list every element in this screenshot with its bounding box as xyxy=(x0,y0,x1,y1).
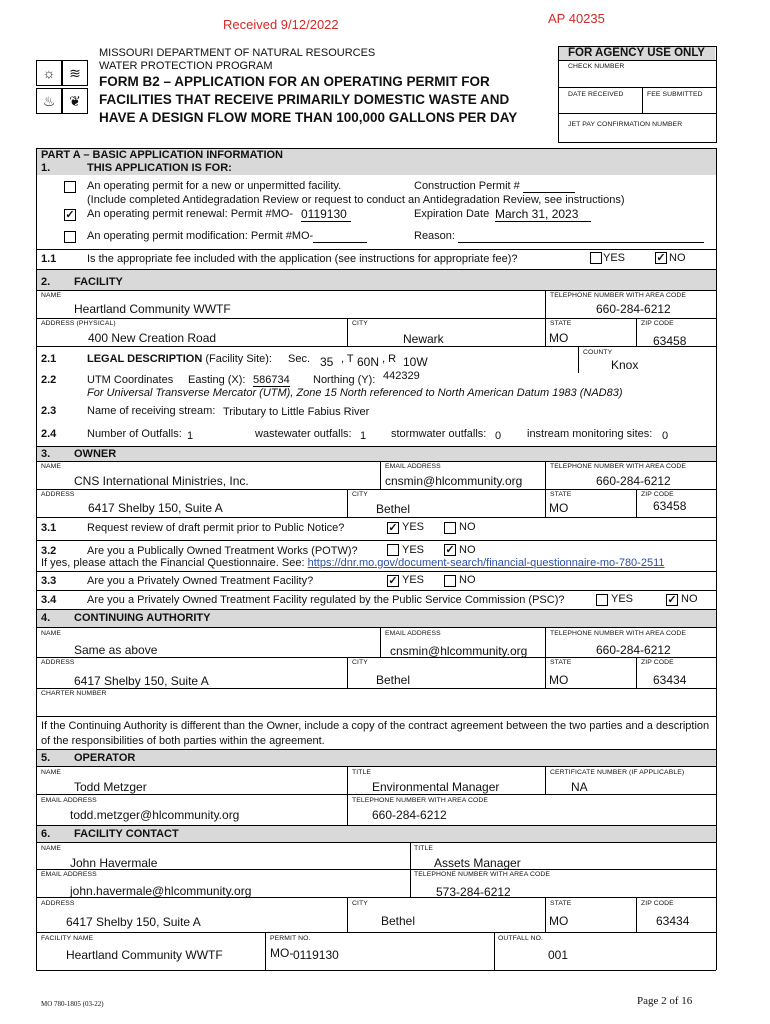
q3-4-text: Are you a Privately Owned Treatment Facility regulated by the Public Service Commission (PSC)? xyxy=(87,594,565,606)
program-name: WATER PROTECTION PROGRAM xyxy=(99,60,273,72)
q2-1-number: 2.1 xyxy=(41,353,57,365)
facility-address-label: ADDRESS (PHYSICAL) xyxy=(41,320,116,327)
owner-name-label: NAME xyxy=(41,463,62,470)
q3-2-text: Are you a Publically Owned Treatment Works (POTW)? xyxy=(87,545,358,557)
facility-header-bar xyxy=(36,270,716,290)
permit-number-label: PERMIT NO. xyxy=(270,935,311,942)
fee-yes-checkbox[interactable] xyxy=(590,252,602,264)
operator-cert-value[interactable]: NA xyxy=(571,780,588,794)
received-stamp: Received 9/12/2022 xyxy=(223,17,339,32)
q1-1-text: Is the appropriate fee included with the application (see instructions for appropriate fee)? xyxy=(87,253,518,265)
jet-pay-label: JET PAY CONFIRMATION NUMBER xyxy=(568,121,683,128)
ca-name-label: NAME xyxy=(41,630,62,637)
bottom-permit-value[interactable]: 0119130 xyxy=(293,948,339,962)
financial-questionnaire-note: If yes, please attach the Financial Questionnaire. See: https://dnr.mo.gov/document-search/financial-questionnaire-mo-780-2511 xyxy=(41,557,665,569)
facility-city-label: CITY xyxy=(352,320,368,327)
outfalls-label: Number of Outfalls: xyxy=(87,428,182,440)
operator-number: 5. xyxy=(41,752,51,764)
owner-zip-label: ZIP CODE xyxy=(641,491,674,498)
owner-phone-value[interactable]: 660-284-6212 xyxy=(596,474,671,488)
owner-address-value[interactable]: 6417 Shelby 150, Suite A xyxy=(88,501,223,515)
section-1-number: 1. xyxy=(41,162,51,174)
ca-city-label: CITY xyxy=(352,659,368,666)
operator-email-value[interactable]: todd.metzger@hlcommunity.org xyxy=(70,808,240,822)
q3-1-number: 3.1 xyxy=(41,522,57,534)
contact-email-value[interactable]: john.havermale@hlcommunity.org xyxy=(70,884,252,898)
continuing-authority-heading: CONTINUING AUTHORITY xyxy=(74,612,211,624)
instream-sites-value[interactable]: 0 xyxy=(662,430,669,442)
ap-number: AP 40235 xyxy=(548,11,605,26)
permit-prefix: MO- xyxy=(270,946,294,960)
q3-3-number: 3.3 xyxy=(41,575,57,587)
q3-3-text: Are you a Privately Owned Treatment Facility? xyxy=(87,575,314,587)
facility-county-value[interactable]: Knox xyxy=(611,358,639,372)
operator-title-label: TITLE xyxy=(352,769,372,776)
facility-phone-label: TELEPHONE NUMBER WITH AREA CODE xyxy=(550,292,687,299)
operator-phone-value[interactable]: 660-284-6212 xyxy=(372,808,447,822)
ca-name-value[interactable]: Same as above xyxy=(74,643,158,657)
owner-state-label: STATE xyxy=(550,491,572,498)
draft-review-yes-checkbox[interactable]: ✓ xyxy=(388,522,398,534)
bottom-facility-name-value[interactable]: Heartland Community WWTF xyxy=(66,948,223,962)
agency-use-title: FOR AGENCY USE ONLY xyxy=(568,47,705,59)
form-title: FORM B2 – APPLICATION FOR AN OPERATING PERMIT FOR FACILITIES THAT RECEIVE PRIMARILY DOMESTIC WASTE AND HAVE A DESIGN FLOW MORE THAN 100,000 GALLONS PER DAY xyxy=(99,74,518,125)
contact-email-label: EMAIL ADDRESS xyxy=(41,871,97,878)
outfall-number-label: OUTFALL NO. xyxy=(498,935,544,942)
facility-city-value[interactable]: Newark xyxy=(403,332,444,346)
psc-yes-label: YES xyxy=(611,593,634,605)
wastewater-outfalls-label: wastewater outfalls: xyxy=(255,428,352,440)
draft-review-no-label: NO xyxy=(459,521,476,533)
range-value[interactable]: 10W xyxy=(403,355,428,369)
easting-value[interactable]: 586734 xyxy=(253,374,290,386)
ca-state-label: STATE xyxy=(550,659,572,666)
private-yes-checkbox[interactable]: ✓ xyxy=(388,575,398,587)
q3-1-text: Request review of draft permit prior to Public Notice? xyxy=(87,522,345,534)
ca-address-label: ADDRESS xyxy=(41,659,75,666)
contact-title-label: TITLE xyxy=(414,845,434,852)
owner-heading: OWNER xyxy=(74,448,117,460)
stormwater-outfalls-label: stormwater outfalls: xyxy=(391,428,487,440)
potw-yes-checkbox[interactable] xyxy=(387,544,399,556)
range-label: , R xyxy=(382,353,397,365)
application-for-heading: THIS APPLICATION IS FOR: xyxy=(87,162,232,174)
facility-state-label: STATE xyxy=(550,320,572,327)
continuing-authority-number: 4. xyxy=(41,612,51,624)
date-received-label: DATE RECEIVED xyxy=(568,91,624,98)
ca-city-value[interactable]: Bethel xyxy=(376,673,411,687)
facility-address-value[interactable]: 400 New Creation Road xyxy=(88,331,217,345)
township-label: , T xyxy=(341,353,354,365)
q2-4-number: 2.4 xyxy=(41,428,57,440)
contact-state-label: STATE xyxy=(550,900,572,907)
owner-number: 3. xyxy=(41,448,51,460)
contact-name-value[interactable]: John Havermale xyxy=(70,856,158,870)
private-yes-label: YES xyxy=(402,574,425,586)
agency-logo-fire-icon: ♨ xyxy=(36,88,62,114)
form-number: MO 780-1805 (03-22) xyxy=(41,1000,104,1008)
owner-header-bar xyxy=(36,447,716,461)
operator-name-value[interactable]: Todd Metzger xyxy=(74,780,147,794)
ca-email-label: EMAIL ADDRESS xyxy=(385,630,441,637)
facility-heading: FACILITY xyxy=(74,276,123,288)
owner-city-value[interactable]: Bethel xyxy=(376,502,411,516)
antidegradation-note: (Include completed Antidegradation Review or request to conduct an Antidegradation Review, see instructions) xyxy=(87,194,625,206)
facility-name-label: NAME xyxy=(41,292,62,299)
facility-zip-value[interactable]: 63458 xyxy=(653,334,687,348)
new-permit-checkbox[interactable] xyxy=(64,181,76,193)
fee-no-checkbox[interactable]: ✓ xyxy=(656,252,666,264)
outfall-value[interactable]: 001 xyxy=(548,948,569,962)
draft-review-yes-label: YES xyxy=(402,521,425,533)
receiving-stream-label: Name of receiving stream: xyxy=(87,405,216,417)
q3-4-number: 3.4 xyxy=(41,594,57,606)
charter-number-label: CHARTER NUMBER xyxy=(41,690,107,697)
private-no-checkbox[interactable] xyxy=(444,575,456,587)
contact-phone-value[interactable]: 573-284-6212 xyxy=(436,885,511,899)
utm-note: For Universal Transverse Mercator (UTM), Zone 15 North referenced to North American Datum 1983 (NAD83) xyxy=(87,387,623,399)
ca-email-value[interactable]: cnsmin@hlcommunity.org xyxy=(390,644,528,658)
financial-questionnaire-link[interactable]: https://dnr.mo.gov/document-search/financial-questionnaire-mo-780-2511 xyxy=(307,557,665,569)
contact-name-label: NAME xyxy=(41,845,62,852)
modification-permit-label: An operating permit modification: Permit #MO- xyxy=(87,230,367,243)
owner-city-label: CITY xyxy=(352,491,368,498)
township-value[interactable]: 60N xyxy=(357,355,380,369)
facility-zip-label: ZIP CODE xyxy=(641,320,674,327)
ca-phone-value[interactable]: 660-284-6212 xyxy=(596,643,671,657)
q1-1-number: 1.1 xyxy=(41,253,57,265)
fee-yes-label: YES xyxy=(603,252,626,264)
fee-submitted-label: FEE SUBMITTED xyxy=(647,91,703,98)
facility-name-label-bottom: FACILITY NAME xyxy=(41,935,94,942)
operator-email-label: EMAIL ADDRESS xyxy=(41,797,97,804)
northing-value[interactable]: 442329 xyxy=(383,370,420,382)
facility-name-value[interactable]: Heartland Community WWTF xyxy=(74,302,231,316)
facility-phone-value[interactable]: 660-284-6212 xyxy=(596,302,671,316)
operator-name-label: NAME xyxy=(41,769,62,776)
facility-contact-heading: FACILITY CONTACT xyxy=(74,828,179,840)
fee-no-label: NO xyxy=(669,252,686,264)
ca-address-value[interactable]: 6417 Shelby 150, Suite A xyxy=(74,674,209,688)
new-permit-label: An operating permit for a new or unpermitted facility. xyxy=(87,180,342,192)
potw-no-checkbox[interactable]: ✓ xyxy=(445,544,455,556)
legal-description: LEGAL DESCRIPTION (Facility Site): xyxy=(87,353,272,365)
contact-address-value[interactable]: 6417 Shelby 150, Suite A xyxy=(66,915,201,929)
draft-review-no-checkbox[interactable] xyxy=(444,522,456,534)
owner-name-value[interactable]: CNS International Ministries, Inc. xyxy=(74,474,249,488)
expiration-date-label: Expiration Date xyxy=(414,208,490,220)
psc-no-checkbox[interactable]: ✓ xyxy=(667,594,677,606)
owner-zip-value[interactable]: 63458 xyxy=(653,499,687,513)
owner-email-label: EMAIL ADDRESS xyxy=(385,463,441,470)
contact-zip-value[interactable]: 63434 xyxy=(656,914,690,928)
facility-contact-number: 6. xyxy=(41,828,51,840)
owner-address-label: ADDRESS xyxy=(41,491,75,498)
agency-logo-water-icon: ≋ xyxy=(62,60,88,86)
agency-logo-leaf-icon: ❦ xyxy=(62,88,88,114)
operator-heading: OPERATOR xyxy=(74,752,136,764)
contact-phone-label: TELEPHONE NUMBER WITH AREA CODE xyxy=(414,871,551,878)
facility-state-value[interactable]: MO xyxy=(549,331,569,345)
contact-zip-label: ZIP CODE xyxy=(641,900,674,907)
renewal-permit-number[interactable]: 0119130 xyxy=(301,207,351,222)
ca-zip-label: ZIP CODE xyxy=(641,659,674,666)
potw-no-label: NO xyxy=(459,544,476,556)
operator-phone-label: TELEPHONE NUMBER WITH AREA CODE xyxy=(352,797,489,804)
operator-title-value[interactable]: Environmental Manager xyxy=(372,780,500,794)
expiration-date-value[interactable]: March 31, 2023 xyxy=(495,207,591,222)
owner-email-value[interactable]: cnsmin@hlcommunity.org xyxy=(385,474,523,488)
easting-label: Easting (X): xyxy=(188,374,246,386)
psc-no-label: NO xyxy=(681,593,698,605)
renewal-permit-checkbox[interactable]: ✓ xyxy=(65,209,75,221)
q2-2-number: 2.2 xyxy=(41,374,57,386)
psc-yes-checkbox[interactable] xyxy=(596,594,608,606)
ca-zip-value[interactable]: 63434 xyxy=(653,673,687,687)
utm-label: UTM Coordinates xyxy=(87,374,174,386)
instream-sites-label: instream monitoring sites: xyxy=(527,428,653,440)
ca-phone-label: TELEPHONE NUMBER WITH AREA CODE xyxy=(550,630,687,637)
ca-state-value[interactable]: MO xyxy=(549,673,569,687)
page-number: Page 2 of 16 xyxy=(637,995,693,1007)
owner-phone-label: TELEPHONE NUMBER WITH AREA CODE xyxy=(550,463,687,470)
contact-address-label: ADDRESS xyxy=(41,900,75,907)
private-no-label: NO xyxy=(459,574,476,586)
sec-value[interactable]: 35 xyxy=(320,355,334,369)
receiving-stream-value[interactable]: Tributary to Little Fabius River xyxy=(223,406,370,418)
stormwater-outfalls-value[interactable]: 0 xyxy=(495,430,502,442)
agency-logo-sun-icon: ☼ xyxy=(36,60,62,86)
northing-label: Northing (Y): xyxy=(313,374,376,386)
facility-number: 2. xyxy=(41,276,51,288)
part-a-heading: PART A – BASIC APPLICATION INFORMATION xyxy=(41,149,283,161)
ca-agreement-note: If the Continuing Authority is different than the Owner, include a copy of the contract agreement between the two parties and a description of the responsibilities of both parties within the agreement. xyxy=(41,720,710,747)
contact-state-value[interactable]: MO xyxy=(549,914,569,928)
operator-cert-label: CERTIFICATE NUMBER (IF APPLICABLE) xyxy=(550,769,685,776)
reason-label: Reason: xyxy=(414,230,704,243)
operator-header-bar xyxy=(36,750,716,766)
q3-2-number: 3.2 xyxy=(41,545,57,557)
contact-title-value[interactable]: Assets Manager xyxy=(434,856,521,870)
construction-permit-label: Construction Permit # xyxy=(414,180,575,193)
facility-county-label: COUNTY xyxy=(583,349,613,356)
contact-city-value[interactable]: Bethel xyxy=(381,914,416,928)
wastewater-outfalls-value[interactable]: 1 xyxy=(360,430,367,442)
outfalls-value[interactable]: 1 xyxy=(187,430,194,442)
q2-3-number: 2.3 xyxy=(41,405,57,417)
contact-city-label: CITY xyxy=(352,900,368,907)
modification-permit-checkbox[interactable] xyxy=(64,231,76,243)
check-number-label: CHECK NUMBER xyxy=(568,63,625,70)
renewal-permit-label: An operating permit renewal: Permit #MO- xyxy=(87,208,294,220)
sec-label: Sec. xyxy=(288,353,311,365)
department-name: MISSOURI DEPARTMENT OF NATURAL RESOURCES xyxy=(99,47,376,59)
potw-yes-label: YES xyxy=(402,544,425,556)
owner-state-value[interactable]: MO xyxy=(549,501,569,515)
